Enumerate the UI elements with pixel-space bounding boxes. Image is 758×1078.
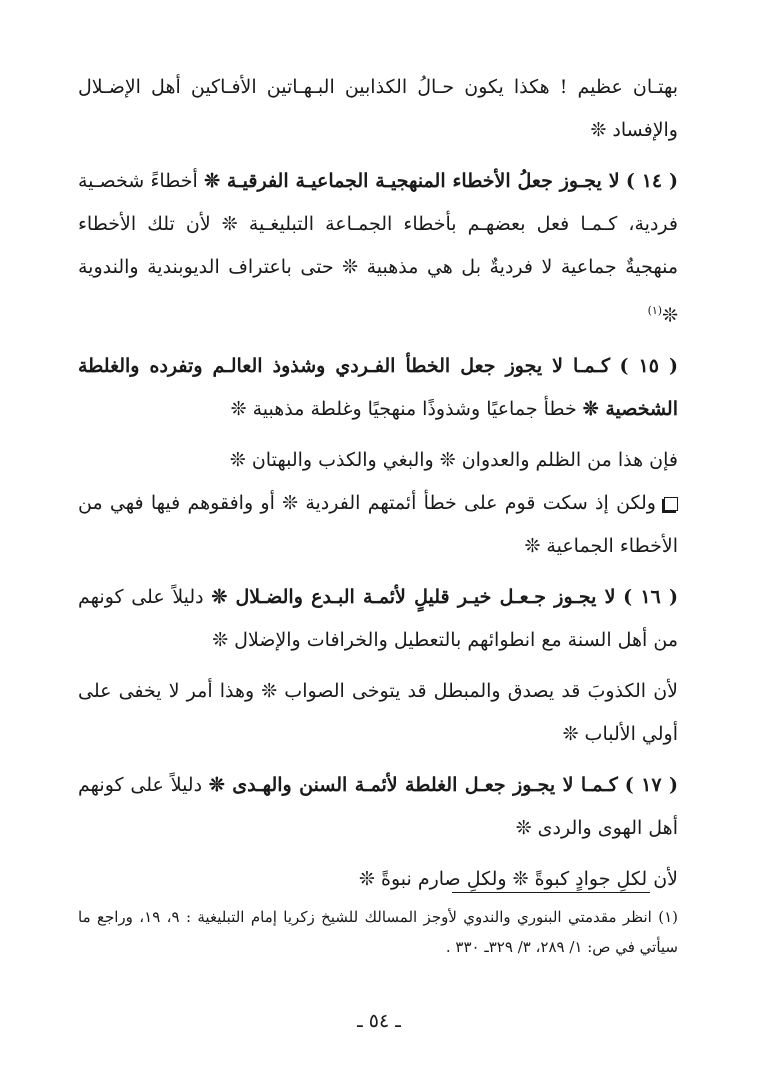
paragraph-text: ولكن إذ سكت قوم على خطأ أئمتهم الفردية ❊ أو وافقوهم فيها فهي من الأخطاء الجماعية ❊: [78, 492, 678, 558]
page-number: ـ ٥٤ ـ: [357, 1010, 401, 1032]
paragraph-text: خطأ جماعيًا وشذوذًا منهجيًا وغلطة مذهبية ❊: [230, 398, 583, 421]
rule-number: ( ١٤ ): [625, 170, 679, 192]
footnote-text: انظر مقدمتي البنوري والندوي لأوجز المسالك للشيخ زكريا إمام التبليغية : ٩، ١٩، وراجع ما سيأتي في ص: ١/ ٢٨٩، ٣/ ٣٢٩ـ ٣٣٠ .: [78, 908, 678, 956]
paragraph-text: دليلاً على كونهم أهل الهوى والردى ❊: [78, 774, 678, 840]
paragraph-text: بهتـان عظيم ! هكذا يكون حـالُ الكذابين البـهـاتين الأفـاكين أهل الإضـلال والإفساد ❊: [78, 76, 678, 141]
paragraph-1: [78, 66, 678, 152]
footnote-reference[interactable]: (١): [647, 304, 663, 317]
main-text: [78, 66, 678, 901]
paragraph-rule-15: [78, 345, 678, 431]
paragraph-9: [78, 858, 678, 901]
paragraph-rule-14: [78, 160, 678, 337]
rule-heading: كـمـا لا يجـوز جعـل الغلطة لأئمـة السنن والهـدى ❊: [208, 774, 618, 797]
footnote: [78, 902, 678, 962]
paragraph-4: [78, 439, 678, 482]
square-bullet-icon: [664, 497, 678, 511]
rule-heading: لا يجـوز جعلُ الأخطاء المنهجيـة الجماعيـة الفرقيـة ❊: [204, 170, 620, 192]
rule-number: ( ١٧ ): [624, 774, 679, 797]
rule-heading: لا يجـوز جـعـل خيـر قليلٍ لأئمـة البـدع والضـلال ❊: [211, 586, 616, 609]
paragraph-text: لأن الكذوبَ قد يصدق والمبطل قد يتوخى الصواب ❊ وهذا أمر لا يخفى على أولي الألباب ❊: [78, 680, 678, 746]
footnote-divider: [452, 892, 650, 893]
paragraph-7: [78, 670, 678, 756]
paragraph-rule-17: [78, 764, 678, 850]
rule-heading: كـمـا لا يجوز جعل الخطأ الفـردي وشذوذ العالـم وتفرده والغلطة الشخصية ❊: [78, 355, 678, 421]
paragraph-text: دليلاً على كونهم من أهل السنة مع انطوائهم بالتعطيل والخرافات والإضلال ❊: [78, 586, 678, 652]
paragraph-text: أخطاءً شخصـية فردية، كـمـا فعل بعضهـم بأخطاء الجمـاعة التبليغـية ❊ لأن تلك الأخطاء منهجيةٌ جماعية لا فرديةٌ بل هي مذهبية ❊ حتى باعتراف الديوبندية والندوية ❊: [78, 170, 678, 327]
paragraph-rule-16: [78, 576, 678, 662]
paragraph-5: [78, 482, 678, 568]
paragraph-text: فإن هذا من الظلم والعدوان ❊ والبغي والكذب والبهتان ❊: [229, 449, 678, 472]
footnote-marker: (١): [658, 908, 678, 926]
rule-number: ( ١٥ ): [619, 355, 679, 378]
paragraph-text: لأن لكلِ جوادٍ كبوةً ❊ ولكلِ صارم نبوةً ❊: [359, 868, 678, 891]
rule-number: ( ١٦ ): [623, 586, 678, 609]
